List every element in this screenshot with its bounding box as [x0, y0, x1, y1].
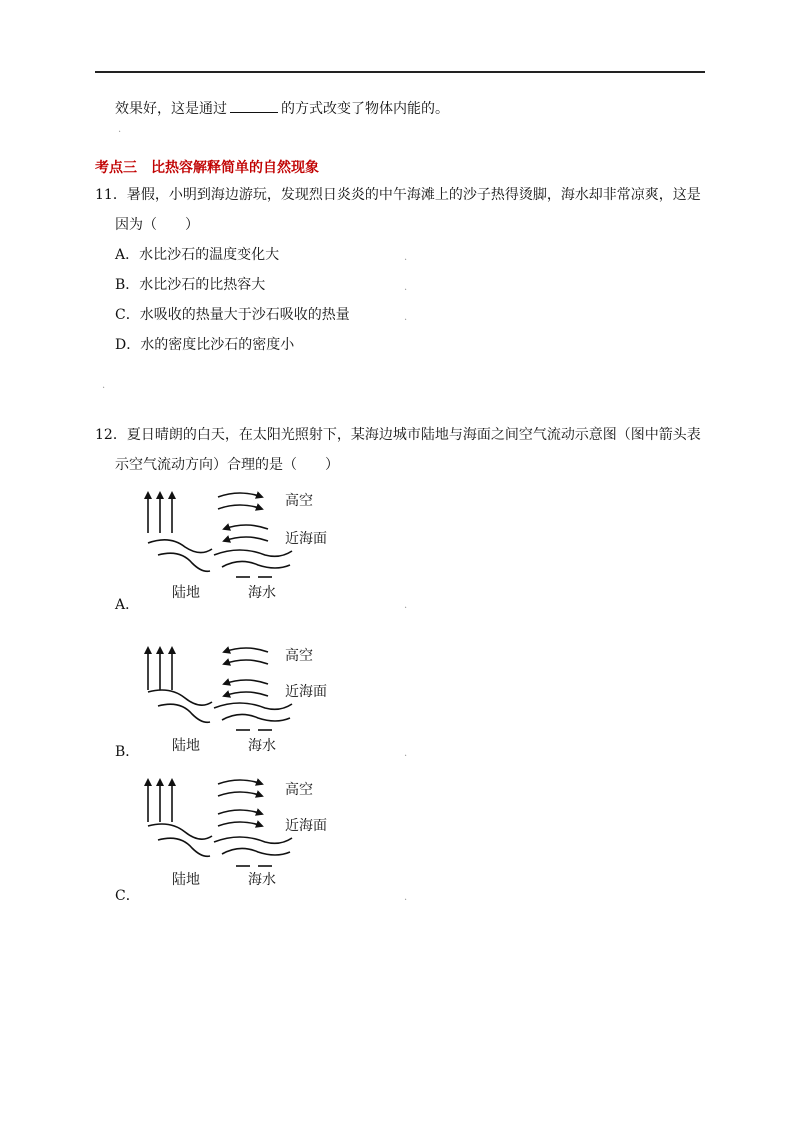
- q12-option-c[interactable]: C．: [115, 888, 140, 904]
- label-high-altitude: 高空: [285, 782, 313, 798]
- figure-c: [140, 772, 340, 896]
- section-number: 考点三: [95, 160, 137, 176]
- q12-stem-line2: 示空气流动方向）合理的是（ ）: [115, 457, 339, 473]
- label-high-altitude: 高空: [285, 648, 313, 664]
- q11-option-d[interactable]: D．水的密度比沙石的密度小: [115, 337, 295, 353]
- q12-option-b[interactable]: B．: [115, 744, 140, 760]
- q11-stem-line1: 11．暑假，小明到海边游玩，发现烈日炎炎的中午海滩上的沙子热得烫脚，海水却非常凉爽，这是: [95, 187, 701, 203]
- header-rule: [95, 71, 705, 73]
- q11-stem-line2: 因为（ ）: [115, 217, 199, 233]
- label-sea: 海水: [248, 585, 276, 601]
- label-sea: 海水: [248, 872, 276, 888]
- label-sea: 海水: [248, 738, 276, 754]
- q12-stem-line1: 12．夏日晴朗的白天，在太阳光照射下，某海边城市陆地与海面之间空气流动示意图（图中箭头表: [95, 427, 701, 443]
- line-text-after: 的方式改变了物体内能的。: [281, 101, 449, 117]
- q11-option-a[interactable]: A．水比沙石的温度变化大: [115, 247, 280, 263]
- answer-blank[interactable]: [230, 98, 278, 113]
- label-near-sea: 近海面: [285, 684, 327, 700]
- label-land: 陆地: [172, 585, 200, 601]
- q11-option-b[interactable]: B．水比沙石的比热容大: [115, 277, 266, 293]
- label-near-sea: 近海面: [285, 531, 327, 547]
- figure-b: [140, 640, 340, 764]
- section-title: 比热容解释简单的自然现象: [151, 160, 319, 176]
- q12-option-a[interactable]: A．: [115, 597, 140, 613]
- carryover-line: [115, 98, 449, 119]
- label-high-altitude: 高空: [285, 493, 313, 509]
- figure-a: [140, 485, 340, 609]
- line-text-before: 效果好，这是通过: [115, 101, 227, 117]
- section-heading: [95, 157, 319, 177]
- q11-option-c[interactable]: C．水吸收的热量大于沙石吸收的热量: [115, 307, 350, 323]
- label-land: 陆地: [172, 738, 200, 754]
- label-near-sea: 近海面: [285, 818, 327, 834]
- label-land: 陆地: [172, 872, 200, 888]
